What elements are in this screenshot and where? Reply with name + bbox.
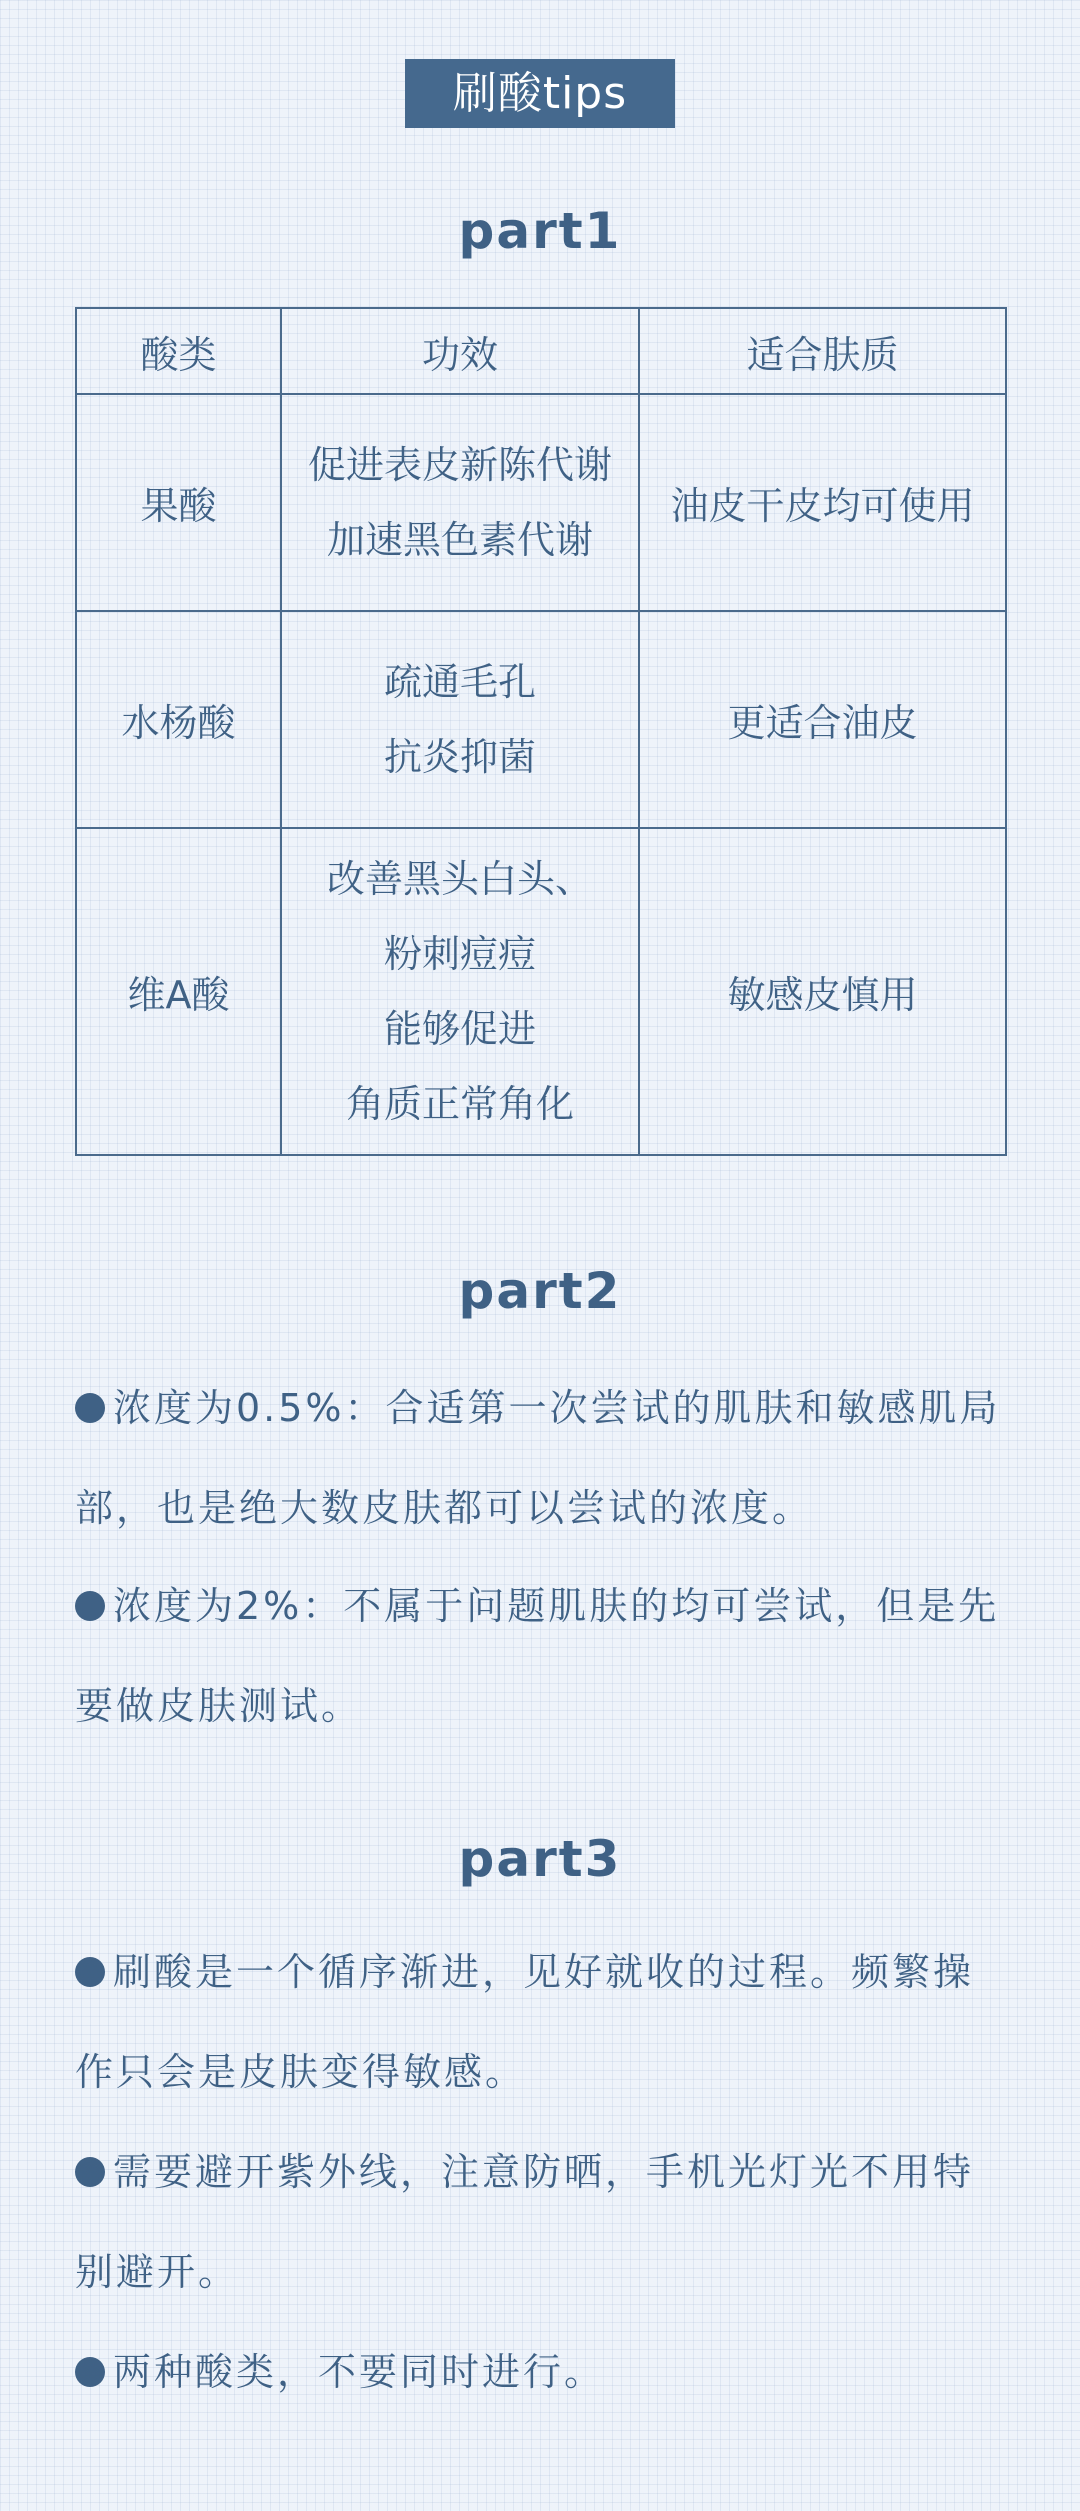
skin-type-cell: 敏感皮慎用 bbox=[639, 828, 1006, 1155]
part3-tip bbox=[75, 2322, 1005, 2422]
part3-tip bbox=[75, 1922, 1005, 2122]
tip-text: 浓度为0.5%：合适第一次尝试的肌肤和敏感肌局部，也是绝大数皮肤都可以尝试的浓度。 bbox=[75, 1386, 1001, 1530]
effect-cell bbox=[281, 828, 639, 1155]
effect-cell bbox=[281, 394, 639, 611]
part2-tip bbox=[75, 1358, 1005, 1558]
bullet-dot-icon bbox=[75, 1393, 105, 1423]
acid-name-cell: 水杨酸 bbox=[76, 611, 281, 828]
page-title: 刷酸tips bbox=[405, 59, 675, 128]
acid-name-cell: 果酸 bbox=[76, 394, 281, 611]
table-row bbox=[76, 394, 1006, 611]
skin-type-cell: 更适合油皮 bbox=[639, 611, 1006, 828]
bullet-dot-icon bbox=[75, 1957, 105, 1987]
table-row bbox=[76, 828, 1006, 1155]
effect-line: 抗炎抑菌 bbox=[383, 734, 536, 779]
skin-type-cell: 油皮干皮均可使用 bbox=[639, 394, 1006, 611]
part1-heading: part1 bbox=[458, 202, 622, 260]
table-header-acid: 酸类 bbox=[76, 308, 281, 394]
table-header-row bbox=[76, 308, 1006, 394]
effect-cell bbox=[281, 611, 639, 828]
effect-line: 角质正常角化 bbox=[345, 1081, 574, 1126]
part2-heading: part2 bbox=[458, 1262, 622, 1320]
effect-line: 疏通毛孔 bbox=[383, 659, 536, 704]
part3-tip bbox=[75, 2122, 1005, 2322]
table-header-skin-type: 适合肤质 bbox=[639, 308, 1006, 394]
bullet-dot-icon bbox=[75, 2157, 105, 2187]
tip-text: 浓度为2%：不属于问题肌肤的均可尝试，但是先要做皮肤测试。 bbox=[75, 1584, 1000, 1728]
tip-text: 刷酸是一个循序渐进，见好就收的过程。频繁操作只会是皮肤变得敏感。 bbox=[75, 1950, 975, 2094]
acid-comparison-table bbox=[75, 307, 1007, 1156]
effect-line: 能够促进 bbox=[383, 1006, 536, 1051]
effect-line: 加速黑色素代谢 bbox=[326, 517, 593, 562]
tip-text: 两种酸类，不要同时进行。 bbox=[113, 2350, 606, 2394]
effect-line: 改善黑头白头、 bbox=[326, 856, 593, 901]
tip-text: 需要避开紫外线，注意防晒，手机光灯光不用特别避开。 bbox=[75, 2150, 975, 2294]
part3-heading: part3 bbox=[458, 1830, 622, 1888]
bullet-dot-icon bbox=[75, 2357, 105, 2387]
part2-tip bbox=[75, 1556, 1005, 1756]
acid-name-cell: 维A酸 bbox=[76, 828, 281, 1155]
table-row bbox=[76, 611, 1006, 828]
effect-line: 促进表皮新陈代谢 bbox=[307, 442, 612, 487]
table-header-effect: 功效 bbox=[281, 308, 639, 394]
bullet-dot-icon bbox=[75, 1591, 105, 1621]
effect-line: 粉刺痘痘 bbox=[383, 931, 536, 976]
